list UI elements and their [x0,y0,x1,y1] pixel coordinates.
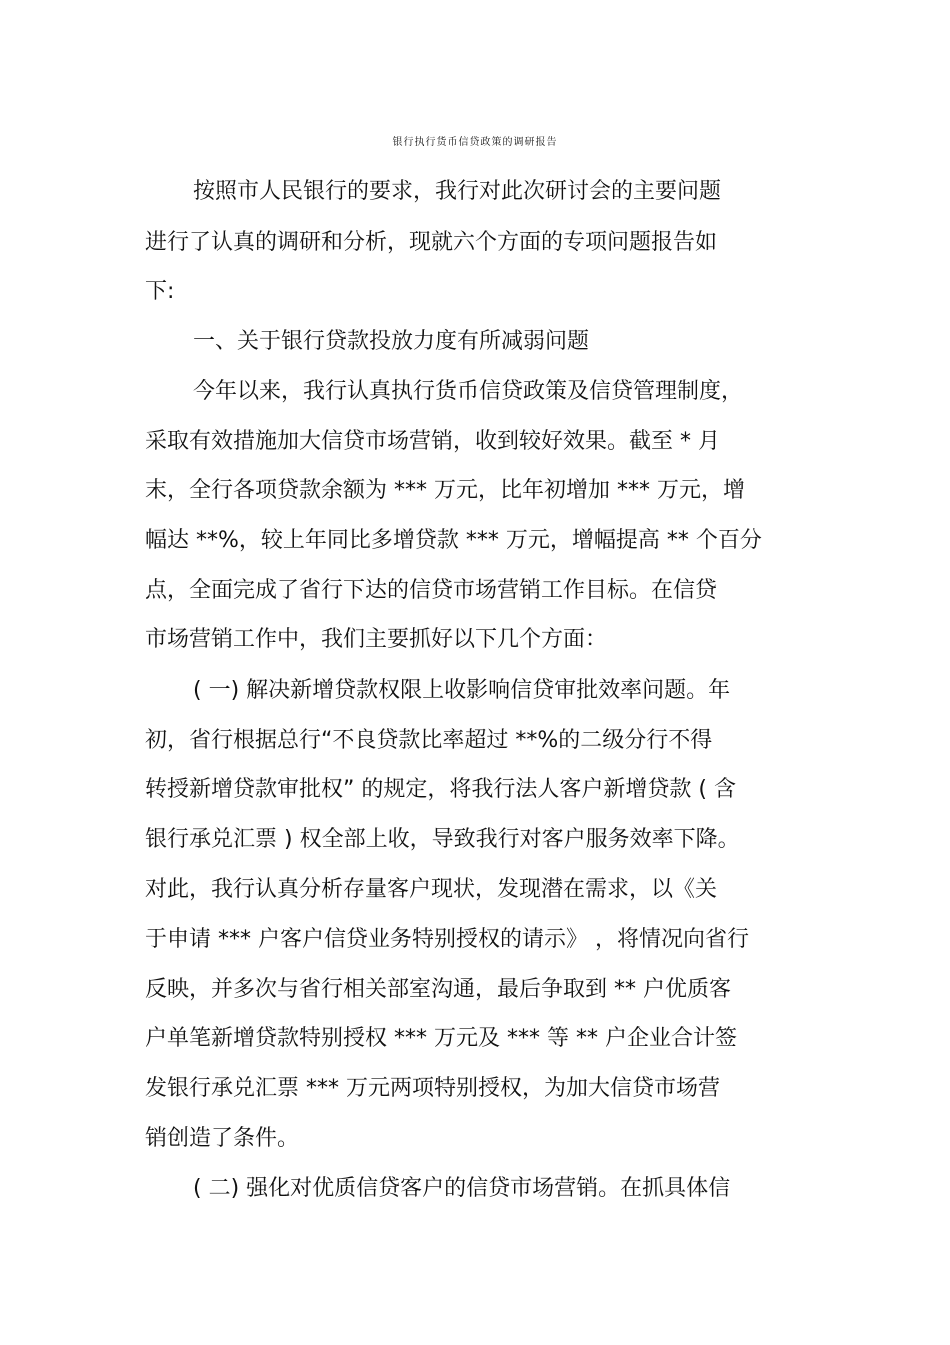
paragraph-line: 下: [145,279,175,304]
paragraph-line: 末，全行各项贷款余额为 *** 万元，比年初增加 *** 万元，增 [145,478,745,503]
document-title: 银行执行货币信贷政策的调研报告 [392,137,558,148]
paragraph-line: 进行了认真的调研和分析，现就六个方面的专项问题报告如 [145,230,718,255]
paragraph-line: 于申请 *** 户客户信贷业务特别授权的请示》 ，将情况向省行 [145,927,749,952]
subsection-line: ( 一) 解决新增贷款权限上收影响信贷审批效率问题。年 [193,678,731,703]
subsection-line: ( 二) 强化对优质信贷客户的信贷市场营销。在抓具体信 [193,1176,731,1201]
paragraph-line: 采取有效措施加大信贷市场营销，收到较好效果。截至 * 月 [145,429,720,454]
paragraph-line: 销创造了条件。 [145,1126,300,1151]
paragraph-line: 市场营销工作中，我们主要抓好以下几个方面： [145,627,608,652]
paragraph-line: 户单笔新增贷款特别授权 *** 万元及 *** 等 ** 户企业合计签 [145,1026,737,1051]
paragraph-line: 发银行承兑汇票 *** 万元两项特别授权，为加大信贷市场营 [145,1076,720,1101]
paragraph-line: 点，全面完成了省行下达的信贷市场营销工作目标。在信贷 [145,578,718,603]
paragraph-line: 反映，并多次与省行相关部室沟通，最后争取到 ** 户优质客 [145,977,731,1002]
paragraph-line: 按照市人民银行的要求，我行对此次研讨会的主要问题 [193,179,722,204]
paragraph-line: 对此，我行认真分析存量客户现状，发现潜在需求，以《关 [145,877,718,902]
paragraph-line: 幅达 **%，较上年同比多增贷款 *** 万元，增幅提高 ** 个百分 [145,528,762,553]
paragraph-line: 初，省行根据总行“不良贷款比率超过 **%的二级分行不得 [145,728,713,753]
paragraph-line: 银行承兑汇票 ) 权全部上收，导致我行对客户服务效率下降。 [145,827,740,852]
paragraph-line: 转授新增贷款审批权” 的规定，将我行法人客户新增贷款 ( 含 [145,777,736,802]
section-heading: 一、关于银行贷款投放力度有所减弱问题 [193,329,590,354]
paragraph-line: 今年以来，我行认真执行货币信贷政策及信贷管理制度， [193,379,744,404]
